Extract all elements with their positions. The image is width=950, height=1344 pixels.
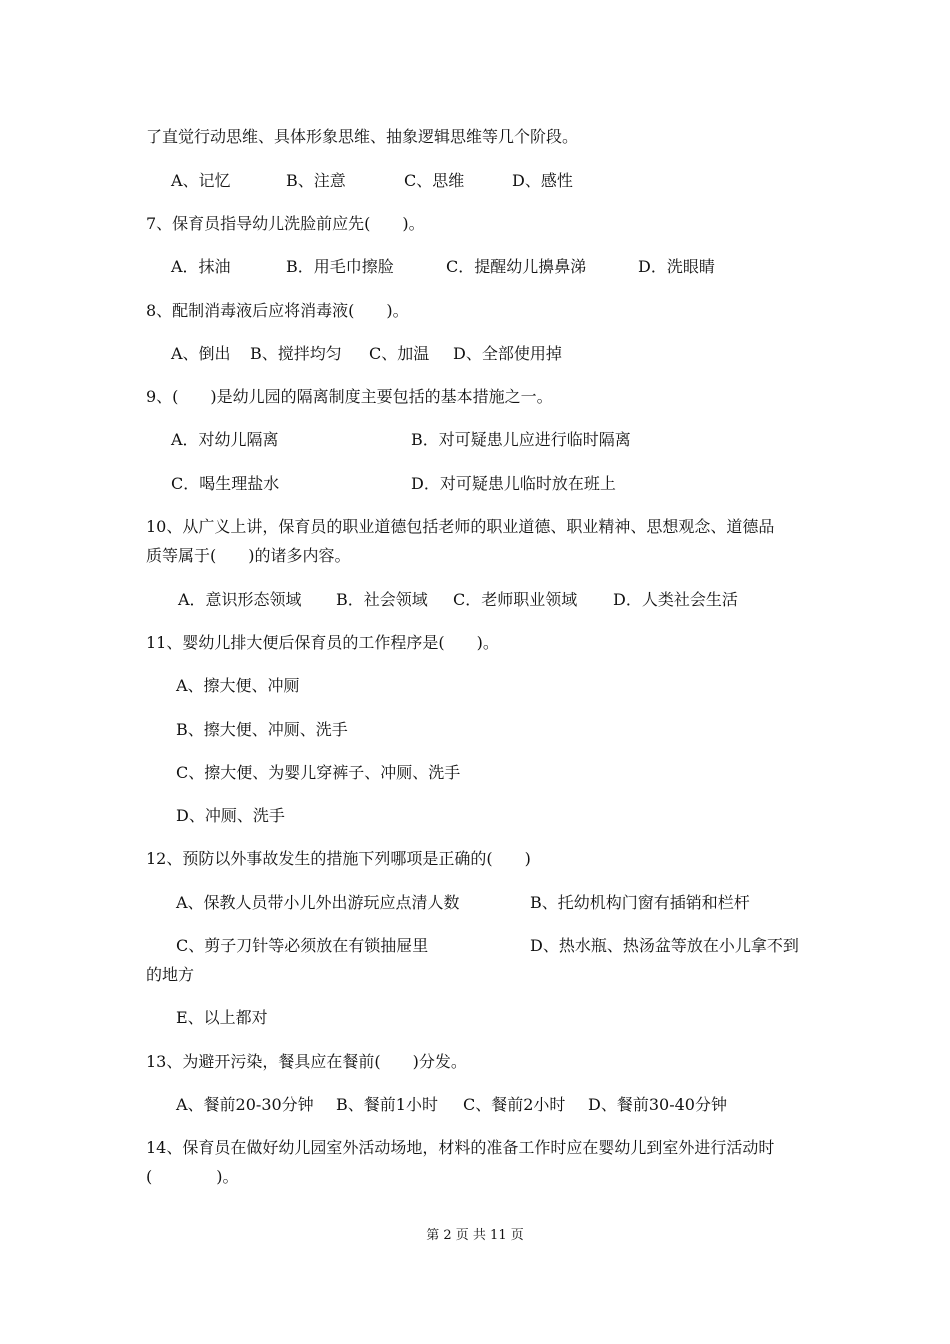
option-q8-b: B、搅拌均匀 (250, 344, 342, 363)
question-9: 9、( )是幼儿园的隔离制度主要包括的基本措施之一。 (146, 387, 553, 406)
option-q11-c: C、擦大便、为婴儿穿裤子、冲厕、洗手 (176, 763, 461, 782)
option-q12-d: D、热水瓶、热汤盆等放在小儿拿不到 (530, 936, 799, 955)
option-q10-a: A．意识形态领域 (178, 590, 302, 609)
option-q8-a: A、倒出 (171, 344, 231, 363)
option-q12-d-continuation: 的地方 (146, 965, 195, 984)
option-q12-e: E、以上都对 (176, 1008, 268, 1027)
question-13: 13、为避开污染，餐具应在餐前( )分发。 (146, 1052, 467, 1071)
option-q9-b: B．对可疑患儿应进行临时隔离 (411, 430, 631, 449)
option-q8-c: C、加温 (369, 344, 430, 363)
option-q7-b: B．用毛巾擦脸 (286, 257, 394, 276)
option-q9-c: C．喝生理盐水 (171, 474, 280, 493)
option-q11-d: D、冲厕、洗手 (176, 806, 285, 825)
option-q9-a: A．对幼儿隔离 (171, 430, 279, 449)
question-14: 14、保育员在做好幼儿园室外活动场地，材料的准备工作时应在婴幼儿到室外进行活动时 (146, 1138, 775, 1157)
option-q10-d: D．人类社会生活 (613, 590, 738, 609)
option-q7-a: A．抹油 (171, 257, 231, 276)
option-q6-a: A、记忆 (171, 171, 231, 190)
option-q13-a: A、餐前20-30分钟 (176, 1095, 314, 1114)
question-14-continuation: ( )。 (146, 1167, 239, 1186)
question-10: 10、从广义上讲，保育员的职业道德包括老师的职业道德、职业精神、思想观念、道德品 (146, 517, 775, 536)
option-q7-c: C．提醒幼儿擤鼻涕 (446, 257, 587, 276)
page-number: 第 2 页 共 11 页 (426, 1228, 524, 1243)
question-12: 12、预防以外事故发生的措施下列哪项是正确的( ) (146, 849, 531, 868)
option-q12-c: C、剪子刀针等必须放在有锁抽屉里 (176, 936, 429, 955)
option-q13-d: D、餐前30-40分钟 (588, 1095, 727, 1114)
option-q7-d: D．洗眼睛 (638, 257, 715, 276)
option-q8-d: D、全部使用掉 (453, 344, 562, 363)
option-q6-b: B、注意 (286, 171, 346, 190)
question-7: 7、保育员指导幼儿洗脸前应先( )。 (146, 214, 425, 233)
option-q11-a: A、擦大便、冲厕 (176, 676, 300, 695)
question-10-continuation: 质等属于( )的诸多内容。 (146, 546, 351, 565)
option-q6-d: D、感性 (512, 171, 573, 190)
option-q6-c: C、思维 (404, 171, 465, 190)
option-q12-a: A、保教人员带小儿外出游玩应点清人数 (176, 893, 460, 912)
option-q13-c: C、餐前2小时 (463, 1095, 566, 1114)
option-q11-b: B、擦大便、冲厕、洗手 (176, 720, 348, 739)
option-q9-d: D．对可疑患儿临时放在班上 (411, 474, 616, 493)
question-continuation: 了直觉行动思维、具体形象思维、抽象逻辑思维等几个阶段。 (146, 127, 579, 146)
option-q13-b: B、餐前1小时 (336, 1095, 438, 1114)
question-11: 11、婴幼儿排大便后保育员的工作程序是( )。 (146, 633, 499, 652)
option-q12-b: B、托幼机构门窗有插销和栏杆 (530, 893, 750, 912)
option-q10-b: B．社会领域 (336, 590, 428, 609)
question-8: 8、配制消毒液后应将消毒液( )。 (146, 301, 409, 320)
option-q10-c: C．老师职业领域 (453, 590, 578, 609)
